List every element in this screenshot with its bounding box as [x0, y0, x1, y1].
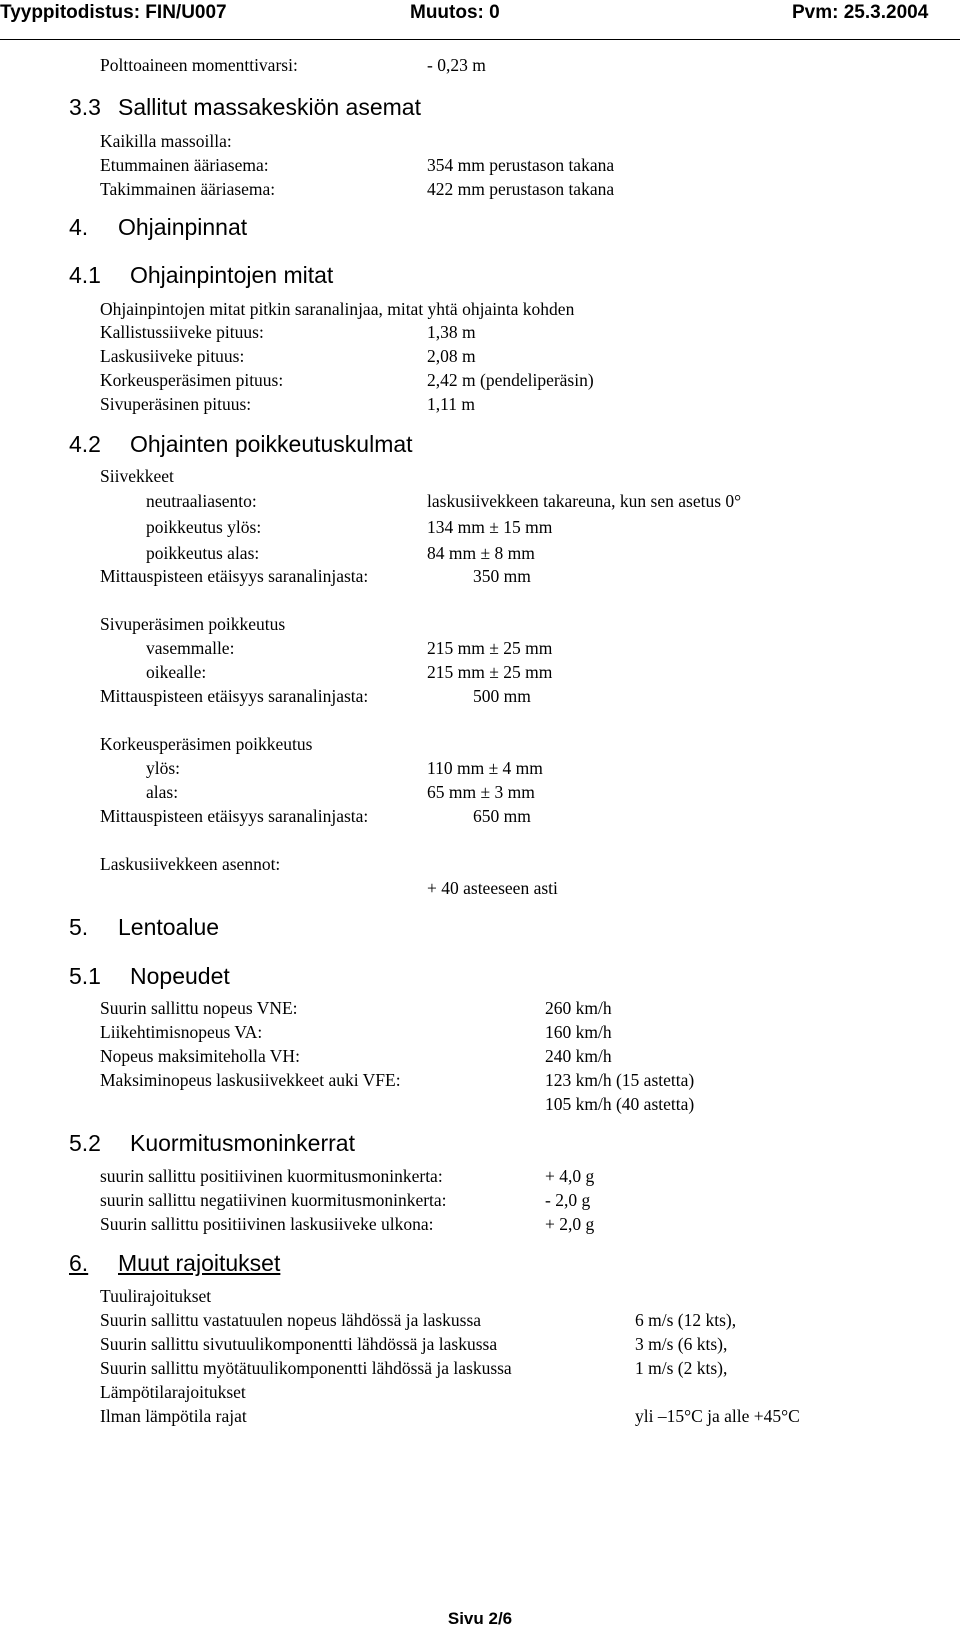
- section-5-2-title: Kuormitusmoninkerrat: [130, 1130, 355, 1156]
- section-5-number: 5.: [69, 914, 89, 940]
- aileron-length-label: Kallistussiiveke pituus:: [100, 322, 264, 342]
- aileron-neutral-label: neutraaliasento:: [146, 491, 257, 511]
- fuel-arm-value: - 0,23 m: [427, 55, 486, 75]
- aileron-down-label: poikkeutus alas:: [146, 543, 260, 563]
- page-header: [0, 0, 960, 28]
- load-flaps-label: Suurin sallittu positiivinen laskusiiveke ulkona:: [100, 1214, 434, 1234]
- section-5-1-number: 5.1: [69, 963, 101, 989]
- cg-forward-value: 354 mm perustason takana: [427, 155, 615, 175]
- cg-aft-value: 422 mm perustason takana: [427, 179, 615, 199]
- rudder-distance-label: Mittauspisteen etäisyys saranalinjasta:: [100, 686, 369, 706]
- vfe-value-40: 105 km/h (40 astetta): [545, 1094, 695, 1114]
- load-negative-label: suurin sallittu negatiivinen kuormitusmoninkerta:: [100, 1190, 447, 1210]
- temperature-label: Ilman lämpötila rajat: [100, 1406, 247, 1426]
- section-6-number: 6.: [69, 1250, 89, 1276]
- surfaces-intro: Ohjainpintojen mitat pitkin saranalinjaa, mitat yhtä ohjainta kohden: [100, 299, 575, 319]
- tailwind-value: 1 m/s (2 kts),: [635, 1358, 728, 1378]
- section-3-3-title: Sallitut massakeskiön asemat: [118, 94, 421, 120]
- flap-positions-label: Laskusiivekkeen asennot:: [100, 854, 281, 874]
- tailwind-label: Suurin sallittu myötätuulikomponentti lähdössä ja laskussa: [100, 1358, 512, 1378]
- section-4-number: 4.: [69, 214, 89, 240]
- vfe-value-15: 123 km/h (15 astetta): [545, 1070, 695, 1090]
- headwind-label: Suurin sallittu vastatuulen nopeus lähdössä ja laskussa: [100, 1310, 482, 1330]
- load-positive-label: suurin sallittu positiivinen kuormitusmoninkerta:: [100, 1166, 443, 1186]
- aileron-distance-value: 350 mm: [473, 566, 531, 586]
- rudder-left-label: vasemmalle:: [146, 638, 235, 658]
- temperature-value: yli –15°C ja alle +45°C: [635, 1406, 800, 1426]
- section-5-title: Lentoalue: [118, 914, 220, 940]
- section-5-2-number: 5.2: [69, 1130, 101, 1156]
- elevator-up-value: 110 mm ± 4 mm: [427, 758, 543, 778]
- elevator-length-label: Korkeusperäsimen pituus:: [100, 370, 284, 390]
- rudder-right-label: oikealle:: [146, 662, 207, 682]
- ailerons-heading: Siivekkeet: [100, 466, 174, 486]
- rudder-length-label: Sivuperäsinen pituus:: [100, 394, 252, 414]
- page-number: Sivu 2/6: [447, 1609, 513, 1628]
- cg-intro: Kaikilla massoilla:: [100, 131, 232, 151]
- load-negative-value: - 2,0 g: [545, 1190, 591, 1210]
- elevator-length-value: 2,42 m (pendeliperäsin): [427, 370, 594, 390]
- aileron-down-value: 84 mm ± 8 mm: [427, 543, 535, 563]
- section-6-title: Muut rajoitukset: [118, 1250, 281, 1276]
- aileron-up-value: 134 mm ± 15 mm: [427, 517, 553, 537]
- section-4-1-number: 4.1: [69, 262, 101, 288]
- vne-label: Suurin sallittu nopeus VNE:: [100, 998, 298, 1018]
- flap-length-value: 2,08 m: [427, 346, 476, 366]
- temperature-heading: Lämpötilarajoitukset: [100, 1382, 246, 1402]
- flap-positions-value: + 40 asteeseen asti: [427, 878, 558, 898]
- section-4-1-title: Ohjainpintojen mitat: [130, 262, 334, 288]
- revision: Muutos: 0: [410, 2, 500, 23]
- va-label: Liikehtimisnopeus VA:: [100, 1022, 263, 1042]
- elevator-down-value: 65 mm ± 3 mm: [427, 782, 535, 802]
- doc-id: Tyyppitodistus: FIN/U007: [0, 2, 227, 23]
- doc-date: Pvm: 25.3.2004: [792, 2, 929, 23]
- section-3-3-number: 3.3: [69, 94, 101, 120]
- elevator-distance-value: 650 mm: [473, 806, 531, 826]
- rudder-distance-value: 500 mm: [473, 686, 531, 706]
- vh-label: Nopeus maksimiteholla VH:: [100, 1046, 300, 1066]
- rudder-heading: Sivuperäsimen poikkeutus: [100, 614, 286, 634]
- header-rule: [0, 39, 960, 40]
- crosswind-label: Suurin sallittu sivutuulikomponentti lähdössä ja laskussa: [100, 1334, 498, 1354]
- section-4-2-number: 4.2: [69, 431, 101, 457]
- vh-value: 240 km/h: [545, 1046, 612, 1066]
- aileron-up-label: poikkeutus ylös:: [146, 517, 262, 537]
- rudder-length-value: 1,11 m: [427, 394, 475, 414]
- aileron-distance-label: Mittauspisteen etäisyys saranalinjasta:: [100, 566, 369, 586]
- va-value: 160 km/h: [545, 1022, 612, 1042]
- section-5-1-title: Nopeudet: [130, 963, 230, 989]
- cg-aft-label: Takimmainen ääriasema:: [100, 179, 276, 199]
- headwind-value: 6 m/s (12 kts),: [635, 1310, 737, 1330]
- aileron-neutral-value: laskusiivekkeen takareuna, kun sen asetus 0°: [427, 491, 742, 511]
- section-4-2-title: Ohjainten poikkeutuskulmat: [130, 431, 413, 457]
- rudder-right-value: 215 mm ± 25 mm: [427, 662, 553, 682]
- load-positive-value: + 4,0 g: [545, 1166, 595, 1186]
- wind-heading: Tuulirajoitukset: [100, 1286, 212, 1306]
- fuel-arm-label: Polttoaineen momenttivarsi:: [100, 55, 298, 75]
- elevator-distance-label: Mittauspisteen etäisyys saranalinjasta:: [100, 806, 369, 826]
- elevator-heading: Korkeusperäsimen poikkeutus: [100, 734, 313, 754]
- flap-length-label: Laskusiiveke pituus:: [100, 346, 245, 366]
- vne-value: 260 km/h: [545, 998, 612, 1018]
- crosswind-value: 3 m/s (6 kts),: [635, 1334, 728, 1354]
- rudder-left-value: 215 mm ± 25 mm: [427, 638, 553, 658]
- section-4-title: Ohjainpinnat: [118, 214, 248, 240]
- load-flaps-value: + 2,0 g: [545, 1214, 595, 1234]
- cg-forward-label: Etummainen ääriasema:: [100, 155, 269, 175]
- elevator-down-label: alas:: [146, 782, 179, 802]
- aileron-length-value: 1,38 m: [427, 322, 476, 342]
- vfe-label: Maksiminopeus laskusiivekkeet auki VFE:: [100, 1070, 401, 1090]
- elevator-up-label: ylös:: [146, 758, 181, 778]
